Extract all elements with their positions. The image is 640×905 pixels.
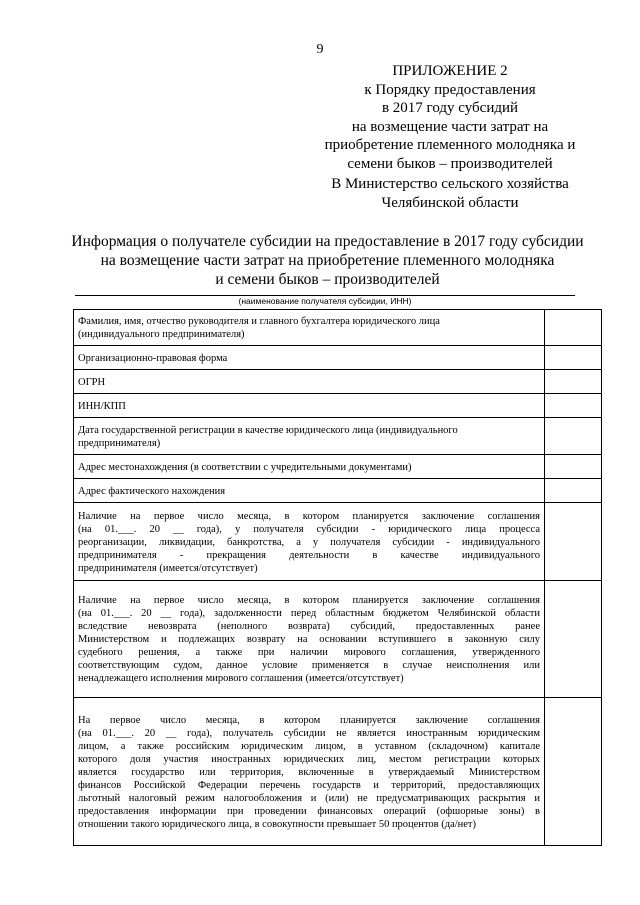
row-question-line: ИНН/КПП [78,400,126,412]
row-question [74,455,545,479]
row-question-line: льготный налоговый режим налогообложения и (или) не предусматривающих раскрытия и [78,792,540,804]
addressee [300,175,600,212]
row-question [74,698,545,846]
row-question [74,503,545,581]
table-row [74,370,602,394]
table-row [74,455,602,479]
row-answer-cell[interactable] [545,698,602,846]
row-question-line: предпринимателя - прекращения деятельности в качестве индивидуального [78,549,540,561]
row-answer-cell[interactable] [545,370,602,394]
table-row [74,581,602,698]
table-row [74,346,602,370]
row-answer-cell[interactable] [545,581,602,698]
row-question-line: лицом, а также российским юридическим лицом, в уставном (складочном) капитале [78,740,540,752]
row-question-line: предоставления информации при проведении финансовых операций (офшорные зоны) в [78,805,540,817]
row-question-line: Адрес местонахождения (в соответствии с учредительными документами) [78,461,412,473]
addressee-line: Челябинской области [381,194,519,211]
appendix-line: в 2017 году субсидий [381,100,519,117]
row-question-line: (на 01.___. 20 __ года), получатель субсидии не является иностранным юридическим [78,727,540,739]
appendix-line: на возмещение части затрат на [351,118,549,135]
row-question-line: предпринимателя) [78,437,161,449]
row-question-line: (на 01.___. 20 __ года), задолженности перед областным бюджетом Челябинской области [78,608,540,619]
row-question-line: На первое число месяца, в котором планируется заключение соглашения [78,714,540,726]
row-question-line: отношении такого юридического лица, в совокупности превышает 50 процентов (да/нет) [78,818,477,830]
row-question-line: предпринимателя (имеется/отсутствует) [78,562,258,574]
row-answer-cell[interactable] [545,479,602,503]
row-question [74,346,545,370]
row-question-line: соответствующим судом, данное условие применяется в случае неисполнения или [78,660,540,671]
row-question-line: Наличие на первое число месяца, в котором планируется заключение соглашения [78,510,540,522]
row-question-line: вследствие невозврата (неполного возврата) субсидий, предоставленных ранее [78,621,540,632]
row-answer-cell[interactable] [545,394,602,418]
row-question-line: Адрес фактического нахождения [78,485,226,497]
page-number: 9 [316,42,324,57]
row-question-line: Министерством и подлежащих возврату на основании вступившего в законную силу [78,634,540,645]
row-question-line: Наличие на первое число месяца, в котором планируется заключение соглашения [78,595,540,606]
row-question [74,394,545,418]
row-question-line: ненадлежащего исполнения мирового соглашения (имеется/отсутствует) [78,673,404,684]
appendix-line: к Порядку предоставления [364,81,536,98]
document-title [60,232,595,289]
row-question-line: (индивидуального предпринимателя) [78,329,245,340]
appendix-line: ПРИЛОЖЕНИЕ 2 [392,63,508,79]
row-answer-cell[interactable] [545,346,602,370]
table-row [74,310,602,346]
row-question-line: является государство или территория, включенные в утверждаемый Министерством [78,766,540,778]
row-answer-cell[interactable] [545,418,602,455]
title-line: и семени быков – производителей [215,271,440,288]
recipient-name-caption: (наименование получателя субсидии, ИНН) [238,296,412,306]
row-question [74,581,545,698]
table-row [74,479,602,503]
appendix-line: семени быков – производителей [347,155,553,172]
row-question-line: которого доля участия иностранных юридических лиц, местом регистрации которых [78,753,540,765]
row-question-line: реорганизации, ликвидации, банкротства, а у получателя субсидии - индивидуального [78,536,540,548]
row-question [74,418,545,455]
row-question-line: Фамилия, имя, отчество руководителя и главного бухгалтера юридического лица [78,316,440,327]
table-row [74,698,602,846]
row-answer-cell[interactable] [545,455,602,479]
title-line: Информация о получателе субсидии на предоставление в 2017 году субсидии [71,233,584,250]
recipient-info-table [73,309,602,846]
row-question-line: Организационно-правовая форма [78,352,228,364]
table-row [74,503,602,581]
appendix-header [300,62,600,174]
addressee-line: В Министерство сельского хозяйства [331,176,569,192]
row-question-line: судебного решения, а также при наличии мирового соглашения, утвержденного [78,647,540,658]
row-question-line: финансов Российской Федерации перечень государств и территорий, предоставляющих [78,779,540,791]
table-row [74,418,602,455]
row-question [74,370,545,394]
row-answer-cell[interactable] [545,310,602,346]
row-question [74,310,545,346]
row-question-line: ОГРН [78,376,106,388]
row-question-line: (на 01.___. 20 __ года), у получателя субсидии - юридического лица процесса [78,523,540,535]
row-answer-cell[interactable] [545,503,602,581]
row-question [74,479,545,503]
title-line: на возмещение части затрат на приобретение племенного молодняка [100,252,555,269]
info-table-body [74,310,602,846]
appendix-line: приобретение племенного молодняка и [324,137,576,154]
row-question-line: Дата государственной регистрации в качестве юридического лица (индивидуального [78,424,458,436]
table-row [74,394,602,418]
